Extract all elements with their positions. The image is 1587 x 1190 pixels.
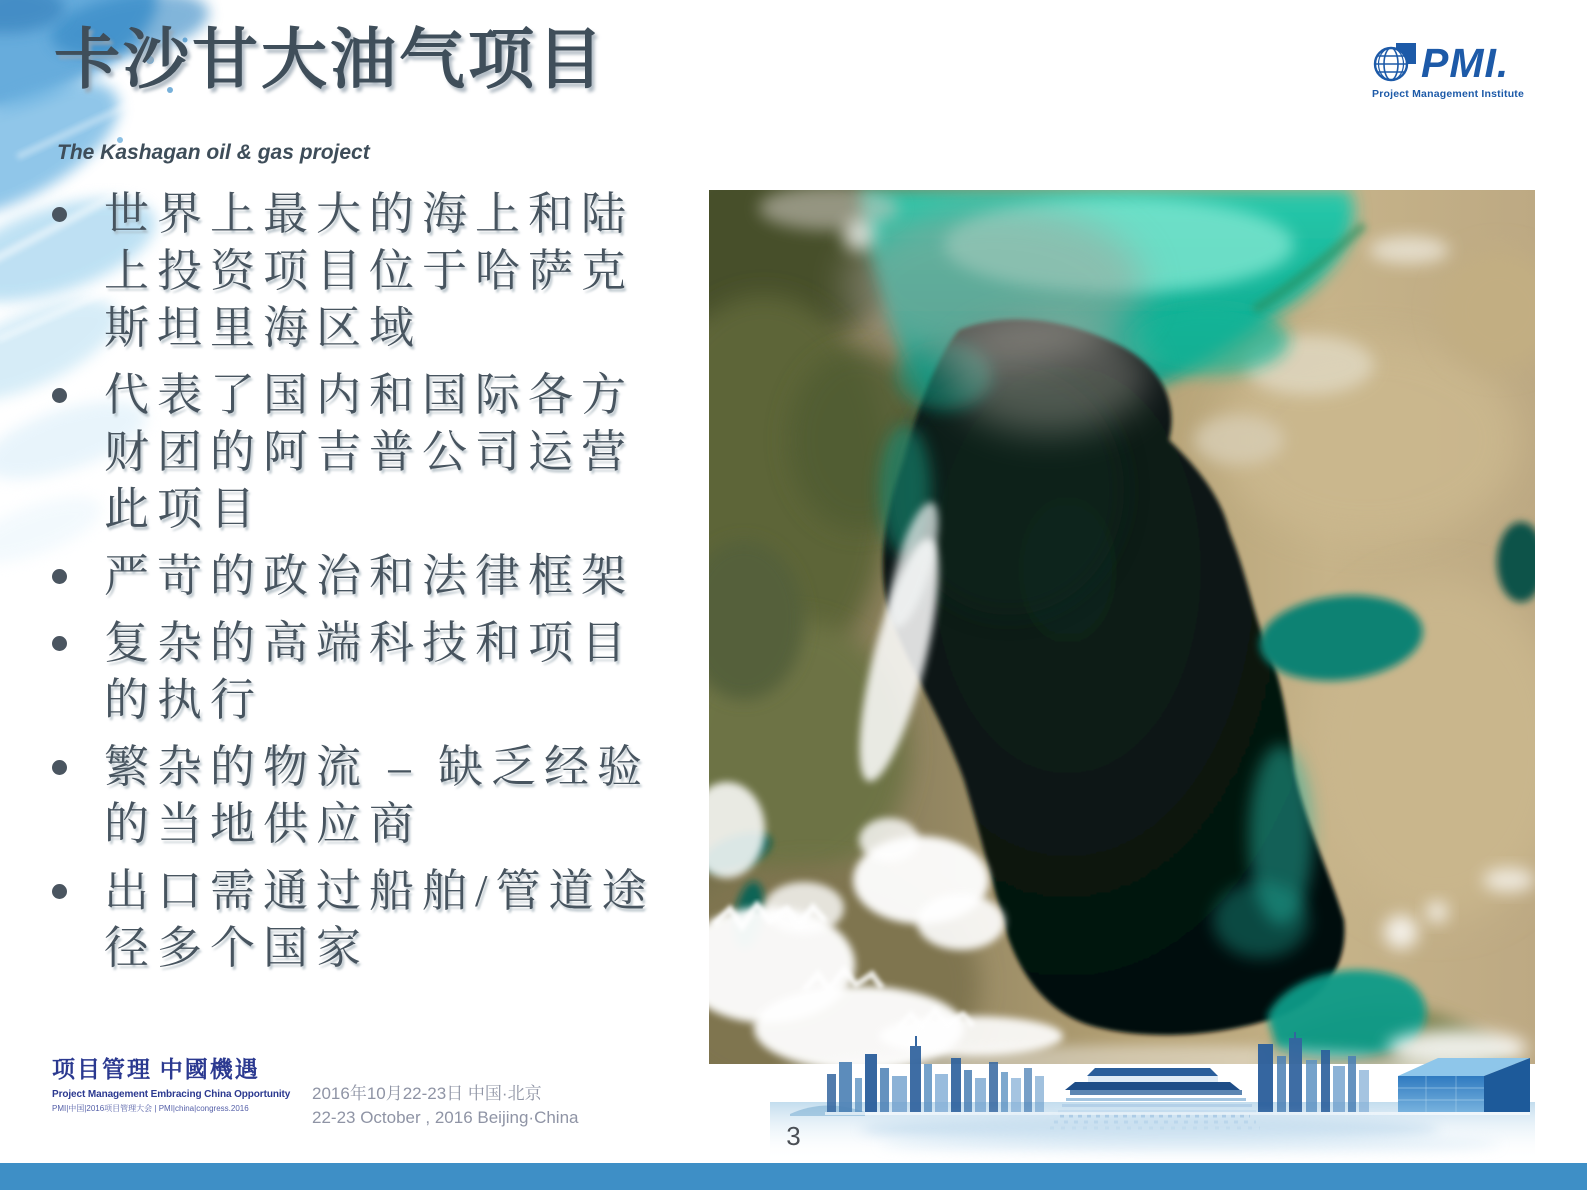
bullet-text: 严苛的政治和法律框架 [104, 551, 635, 601]
page-title: 卡沙甘大油气项目 [54, 24, 606, 97]
bullet-dot-icon [52, 569, 67, 584]
pmi-logo [1372, 40, 1548, 100]
conference-brand-cn: 项目管理 中國機遇 [52, 1057, 260, 1082]
bullet-item [42, 615, 669, 729]
bullet-dot-icon [52, 388, 67, 403]
globe-icon [1372, 40, 1418, 86]
caspian-satellite-image [709, 190, 1535, 1064]
bullet-dot-icon [52, 760, 67, 775]
bullet-text: 出口需通过船舶/管道途径多个国家 [104, 866, 655, 973]
pmi-logo-caption: Project Management Institute [1372, 88, 1525, 100]
conference-date-cn: 2016年10月22-23日 中国·北京 [312, 1084, 542, 1103]
slide-subtitle: The Kashagan oil & gas project [57, 141, 370, 164]
bullet-dot-icon [52, 207, 67, 222]
bullet-text: 世界上最大的海上和陆上投资项目位于哈萨克斯坦里海区域 [104, 189, 635, 353]
bullet-item [42, 548, 669, 605]
bullet-text: 繁杂的物流 – 缺乏经验的当地供应商 [104, 742, 651, 849]
bullet-dot-icon [52, 884, 67, 899]
conference-brand-sub: PMI|中国|2016项目管理大会 | PMI|china|congress.2016 [52, 1104, 249, 1113]
bullet-item [42, 186, 669, 357]
bullet-list [42, 186, 682, 987]
conference-brand [52, 1051, 290, 1114]
bullet-text: 代表了国内和国际各方财团的阿吉普公司运营此项目 [104, 370, 635, 534]
accent-bar [0, 1163, 1587, 1190]
conference-date-en: 22-23 October , 2016 Beijing·China [312, 1107, 579, 1127]
bullet-dot-icon [52, 636, 67, 651]
bullet-item [42, 863, 669, 977]
bullet-item [42, 367, 669, 538]
pmi-logo-text: PMI. [1421, 39, 1510, 86]
conference-brand-en: Project Management Embracing China Opportunity [52, 1089, 291, 1100]
bullet-item [42, 739, 669, 853]
page-number: 3 [786, 1121, 801, 1151]
bullet-text: 复杂的高端科技和项目的执行 [104, 618, 635, 725]
